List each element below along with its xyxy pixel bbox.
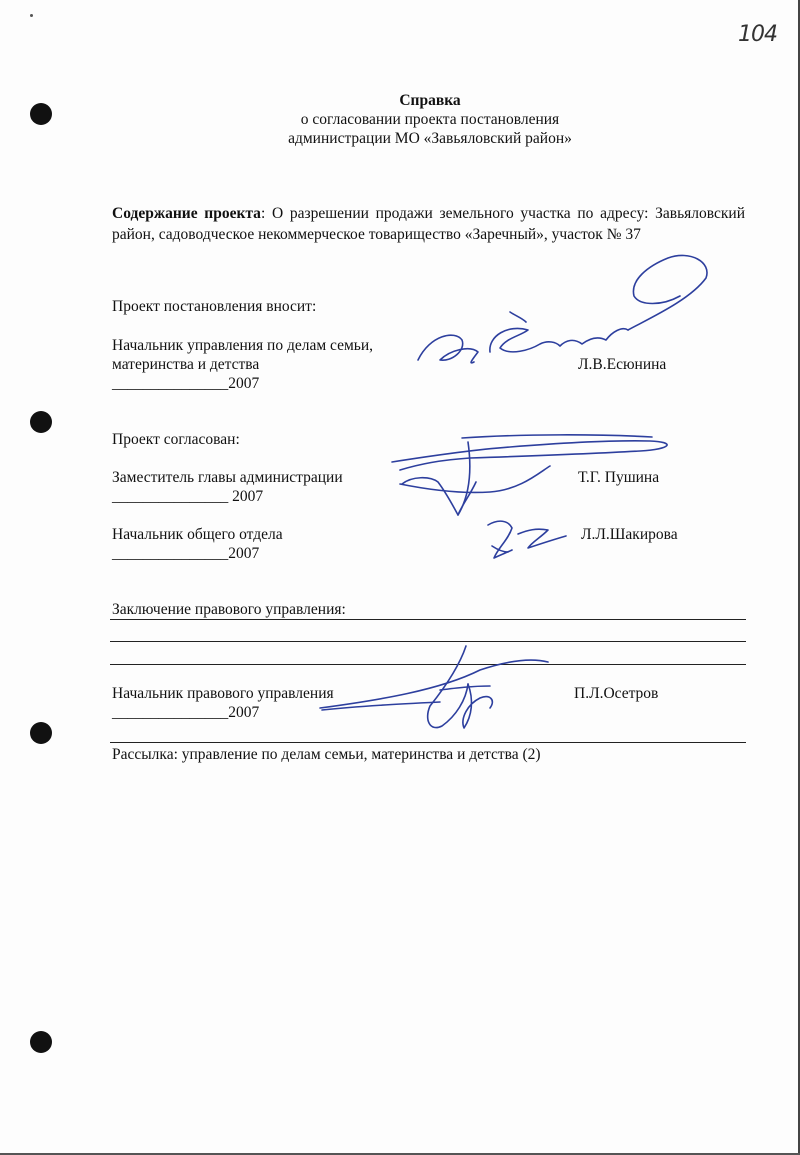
submitter-position-line-2: материнства и детства [112, 356, 260, 373]
approval-heading: Проект согласован: [112, 431, 240, 448]
submitter-name: Л.В.Есюнина [578, 356, 667, 373]
submitter-heading: Проект постановления вносит: [112, 298, 317, 315]
legal-conclusion-heading: Заключение правового управления: [112, 601, 346, 618]
conclusion-line [110, 641, 746, 642]
punch-hole [30, 1031, 52, 1053]
punch-hole [30, 722, 52, 744]
approver-date-field: _______________2007 [112, 545, 260, 562]
project-content-text: : О разрешении продажи земельного участка по адресу: Завьяловский район, садоводческое некоммерческое товарищество «Заречный», участок № 37 [112, 205, 745, 243]
approver-name: Т.Г. Пушина [578, 469, 660, 486]
project-content-paragraph [112, 203, 745, 245]
project-content-label: Содержание проекта [112, 205, 261, 222]
approver-position: Заместитель главы администрации [112, 469, 343, 486]
approver-date-field: _______________ 2007 [112, 488, 264, 505]
document-title: Справка [399, 92, 461, 109]
submitter-position-line-1: Начальник управления по делам семьи, [112, 337, 374, 354]
signature-osetrov [320, 646, 548, 728]
scan-speck [30, 14, 33, 17]
approver-name: Л.Л.Шакирова [581, 526, 678, 543]
punch-hole [30, 103, 52, 125]
conclusion-line [110, 664, 746, 665]
legal-head-position: Начальник правового управления [112, 685, 334, 702]
distribution-list: Рассылка: управление по делам семьи, материнства и детства (2) [112, 746, 541, 763]
signature-shakirova [488, 521, 566, 558]
handwritten-page-number: 104 [738, 22, 777, 47]
legal-head-name: П.Л.Осетров [574, 685, 659, 702]
submitter-date-field: _______________2007 [112, 375, 260, 392]
document-subtitle-line-2: администрации МО «Завьяловский район» [288, 130, 572, 147]
legal-head-date-field: _______________2007 [112, 704, 260, 721]
distribution-separator [110, 742, 746, 743]
document-subtitle-line-1: о согласовании проекта постановления [300, 111, 560, 128]
signature-esyunina [418, 255, 707, 362]
punch-hole [30, 411, 52, 433]
approver-position: Начальник общего отдела [112, 526, 283, 543]
conclusion-line [110, 619, 746, 620]
